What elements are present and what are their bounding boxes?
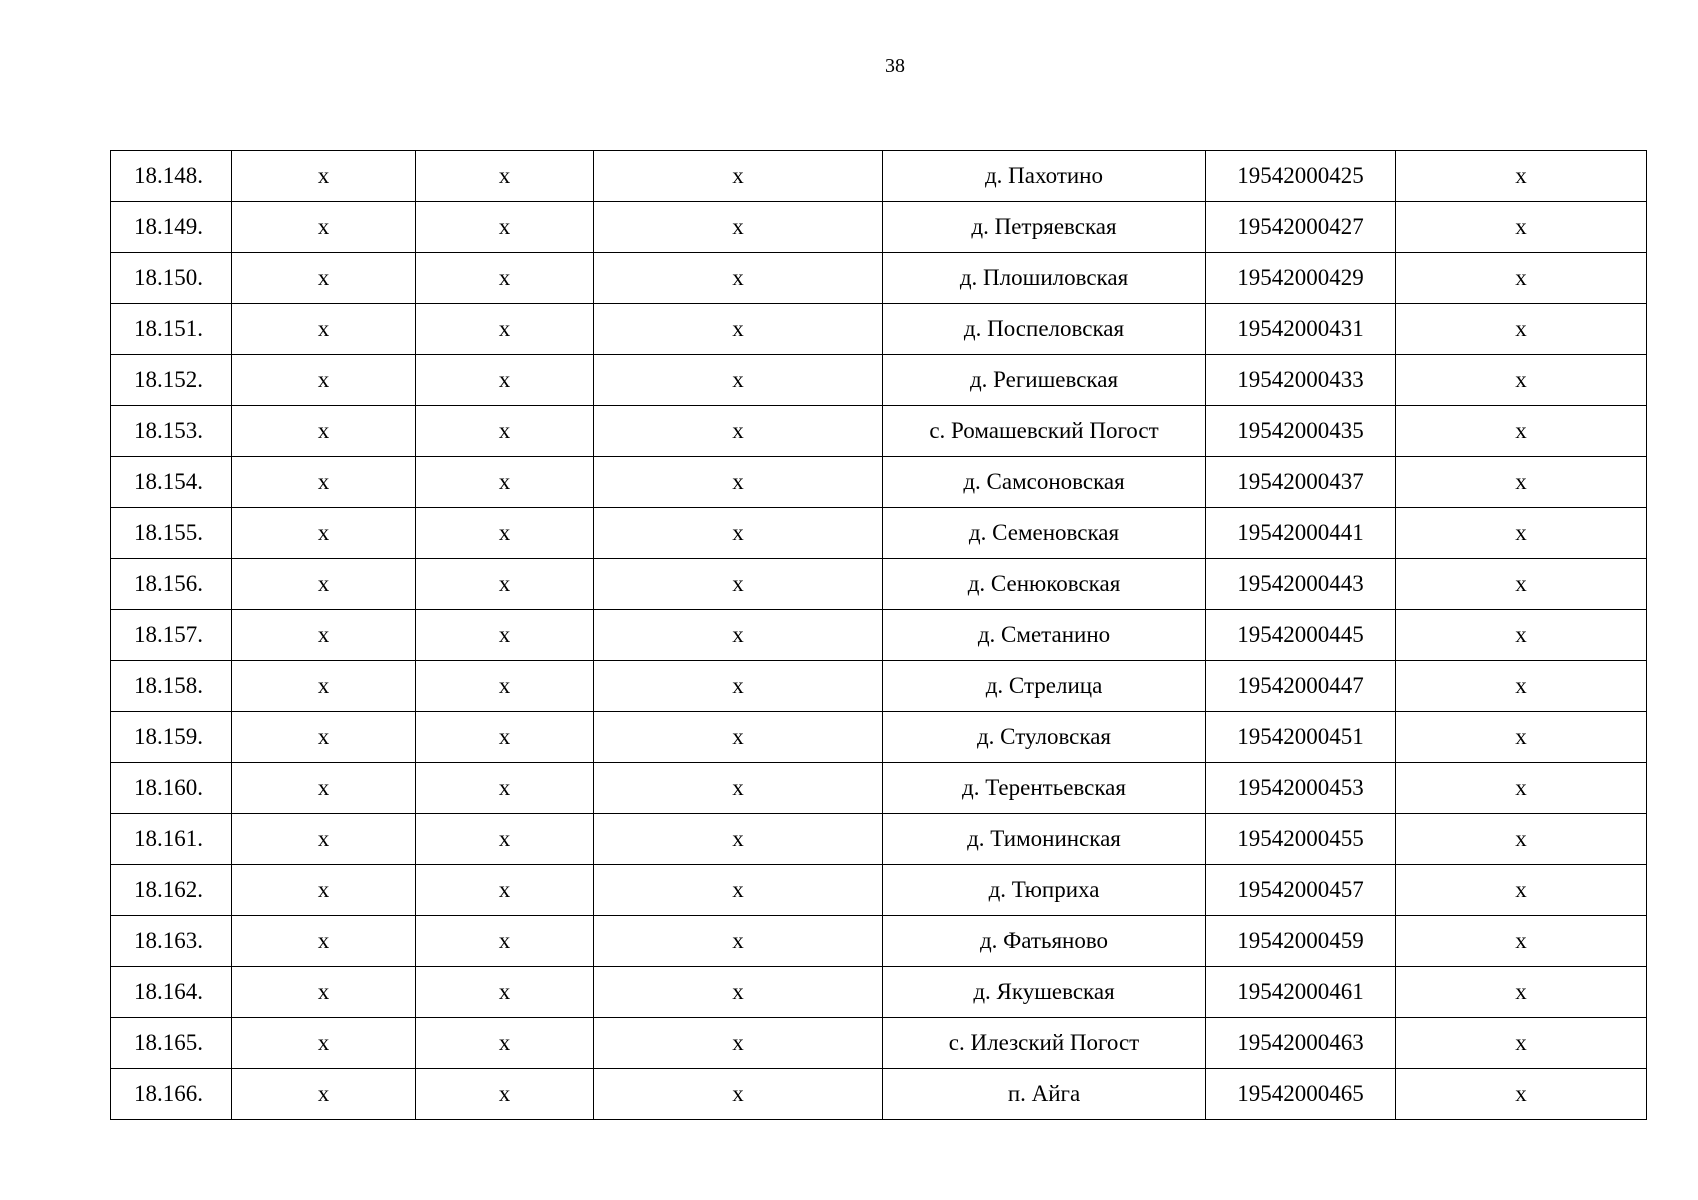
table-row (111, 202, 1647, 253)
x-mark-cell: х (416, 304, 594, 355)
oktmo-code-cell: 19542000445 (1206, 610, 1396, 661)
oktmo-code-cell: 19542000459 (1206, 916, 1396, 967)
settlements-table (110, 150, 1647, 1120)
x-mark-cell: х (1396, 151, 1647, 202)
row-number-cell: 18.165. (111, 1018, 232, 1069)
x-mark-cell: х (594, 253, 883, 304)
settlement-name-cell: с. Илезский Погост (883, 1018, 1206, 1069)
x-mark-cell: х (416, 1018, 594, 1069)
table-row (111, 967, 1647, 1018)
x-mark-cell: х (416, 916, 594, 967)
x-mark-cell: х (1396, 202, 1647, 253)
oktmo-code-cell: 19542000461 (1206, 967, 1396, 1018)
x-mark-cell: х (594, 916, 883, 967)
x-mark-cell: х (1396, 508, 1647, 559)
x-mark-cell: х (232, 814, 416, 865)
x-mark-cell: х (1396, 1069, 1647, 1120)
row-number-cell: 18.148. (111, 151, 232, 202)
x-mark-cell: х (1396, 457, 1647, 508)
table-row (111, 712, 1647, 763)
x-mark-cell: х (594, 559, 883, 610)
settlement-name-cell: д. Сметанино (883, 610, 1206, 661)
x-mark-cell: х (416, 967, 594, 1018)
x-mark-cell: х (594, 202, 883, 253)
x-mark-cell: х (232, 355, 416, 406)
row-number-cell: 18.153. (111, 406, 232, 457)
oktmo-code-cell: 19542000429 (1206, 253, 1396, 304)
row-number-cell: 18.162. (111, 865, 232, 916)
settlement-name-cell: д. Тимонинская (883, 814, 1206, 865)
x-mark-cell: х (232, 151, 416, 202)
x-mark-cell: х (416, 1069, 594, 1120)
oktmo-code-cell: 19542000451 (1206, 712, 1396, 763)
x-mark-cell: х (1396, 610, 1647, 661)
x-mark-cell: х (1396, 661, 1647, 712)
row-number-cell: 18.159. (111, 712, 232, 763)
x-mark-cell: х (1396, 814, 1647, 865)
x-mark-cell: х (232, 202, 416, 253)
x-mark-cell: х (594, 457, 883, 508)
row-number-cell: 18.160. (111, 763, 232, 814)
table-row (111, 304, 1647, 355)
row-number-cell: 18.163. (111, 916, 232, 967)
settlement-name-cell: д. Петряевская (883, 202, 1206, 253)
settlement-name-cell: д. Фатьяново (883, 916, 1206, 967)
x-mark-cell: х (232, 865, 416, 916)
x-mark-cell: х (416, 610, 594, 661)
row-number-cell: 18.155. (111, 508, 232, 559)
x-mark-cell: х (416, 202, 594, 253)
x-mark-cell: х (416, 661, 594, 712)
x-mark-cell: х (416, 355, 594, 406)
settlement-name-cell: д. Стрелица (883, 661, 1206, 712)
x-mark-cell: х (232, 712, 416, 763)
x-mark-cell: х (1396, 763, 1647, 814)
x-mark-cell: х (594, 406, 883, 457)
x-mark-cell: х (232, 610, 416, 661)
table-row (111, 406, 1647, 457)
x-mark-cell: х (594, 1018, 883, 1069)
x-mark-cell: х (232, 967, 416, 1018)
x-mark-cell: х (1396, 1018, 1647, 1069)
x-mark-cell: х (594, 508, 883, 559)
table-body (111, 151, 1647, 1120)
table-row (111, 559, 1647, 610)
oktmo-code-cell: 19542000447 (1206, 661, 1396, 712)
row-number-cell: 18.152. (111, 355, 232, 406)
oktmo-code-cell: 19542000433 (1206, 355, 1396, 406)
x-mark-cell: х (1396, 304, 1647, 355)
settlement-name-cell: с. Ромашевский Погост (883, 406, 1206, 457)
x-mark-cell: х (1396, 355, 1647, 406)
row-number-cell: 18.161. (111, 814, 232, 865)
oktmo-code-cell: 19542000427 (1206, 202, 1396, 253)
table-row (111, 1018, 1647, 1069)
x-mark-cell: х (232, 457, 416, 508)
settlement-name-cell: д. Тюприха (883, 865, 1206, 916)
x-mark-cell: х (594, 610, 883, 661)
x-mark-cell: х (232, 304, 416, 355)
row-number-cell: 18.164. (111, 967, 232, 1018)
x-mark-cell: х (594, 151, 883, 202)
oktmo-code-cell: 19542000435 (1206, 406, 1396, 457)
x-mark-cell: х (594, 814, 883, 865)
row-number-cell: 18.157. (111, 610, 232, 661)
x-mark-cell: х (416, 508, 594, 559)
x-mark-cell: х (232, 406, 416, 457)
oktmo-code-cell: 19542000437 (1206, 457, 1396, 508)
table-row (111, 355, 1647, 406)
row-number-cell: 18.154. (111, 457, 232, 508)
x-mark-cell: х (594, 1069, 883, 1120)
x-mark-cell: х (416, 814, 594, 865)
oktmo-code-cell: 19542000465 (1206, 1069, 1396, 1120)
table-row (111, 865, 1647, 916)
x-mark-cell: х (1396, 253, 1647, 304)
x-mark-cell: х (416, 151, 594, 202)
x-mark-cell: х (594, 661, 883, 712)
settlement-name-cell: д. Якушевская (883, 967, 1206, 1018)
x-mark-cell: х (1396, 865, 1647, 916)
settlement-name-cell: д. Семеновская (883, 508, 1206, 559)
oktmo-code-cell: 19542000431 (1206, 304, 1396, 355)
x-mark-cell: х (594, 355, 883, 406)
oktmo-code-cell: 19542000463 (1206, 1018, 1396, 1069)
x-mark-cell: х (1396, 916, 1647, 967)
x-mark-cell: х (416, 865, 594, 916)
settlement-name-cell: д. Поспеловская (883, 304, 1206, 355)
settlement-name-cell: д. Плошиловская (883, 253, 1206, 304)
x-mark-cell: х (232, 916, 416, 967)
table-row (111, 814, 1647, 865)
x-mark-cell: х (416, 559, 594, 610)
table-row (111, 661, 1647, 712)
settlement-name-cell: д. Стуловская (883, 712, 1206, 763)
x-mark-cell: х (232, 661, 416, 712)
x-mark-cell: х (416, 712, 594, 763)
table-row (111, 916, 1647, 967)
oktmo-code-cell: 19542000453 (1206, 763, 1396, 814)
settlement-name-cell: д. Регишевская (883, 355, 1206, 406)
oktmo-code-cell: 19542000457 (1206, 865, 1396, 916)
x-mark-cell: х (416, 457, 594, 508)
table-row (111, 610, 1647, 661)
x-mark-cell: х (232, 763, 416, 814)
x-mark-cell: х (1396, 406, 1647, 457)
x-mark-cell: х (594, 967, 883, 1018)
oktmo-code-cell: 19542000425 (1206, 151, 1396, 202)
x-mark-cell: х (232, 508, 416, 559)
settlement-name-cell: д. Сенюковская (883, 559, 1206, 610)
oktmo-code-cell: 19542000441 (1206, 508, 1396, 559)
x-mark-cell: х (594, 304, 883, 355)
x-mark-cell: х (1396, 967, 1647, 1018)
settlement-name-cell: п. Айга (883, 1069, 1206, 1120)
x-mark-cell: х (416, 253, 594, 304)
x-mark-cell: х (1396, 559, 1647, 610)
x-mark-cell: х (594, 865, 883, 916)
row-number-cell: 18.158. (111, 661, 232, 712)
x-mark-cell: х (594, 712, 883, 763)
row-number-cell: 18.166. (111, 1069, 232, 1120)
x-mark-cell: х (416, 763, 594, 814)
table-row (111, 151, 1647, 202)
x-mark-cell: х (232, 253, 416, 304)
table-row (111, 763, 1647, 814)
row-number-cell: 18.156. (111, 559, 232, 610)
row-number-cell: 18.149. (111, 202, 232, 253)
x-mark-cell: х (232, 1018, 416, 1069)
oktmo-code-cell: 19542000455 (1206, 814, 1396, 865)
table-row (111, 457, 1647, 508)
settlement-name-cell: д. Самсоновская (883, 457, 1206, 508)
x-mark-cell: х (1396, 712, 1647, 763)
settlement-name-cell: д. Пахотино (883, 151, 1206, 202)
table-row (111, 253, 1647, 304)
settlement-name-cell: д. Терентьевская (883, 763, 1206, 814)
table-row (111, 508, 1647, 559)
oktmo-code-cell: 19542000443 (1206, 559, 1396, 610)
x-mark-cell: х (594, 763, 883, 814)
row-number-cell: 18.151. (111, 304, 232, 355)
x-mark-cell: х (232, 1069, 416, 1120)
x-mark-cell: х (232, 559, 416, 610)
table-row (111, 1069, 1647, 1120)
x-mark-cell: х (416, 406, 594, 457)
row-number-cell: 18.150. (111, 253, 232, 304)
page-number: 38 (885, 55, 905, 77)
